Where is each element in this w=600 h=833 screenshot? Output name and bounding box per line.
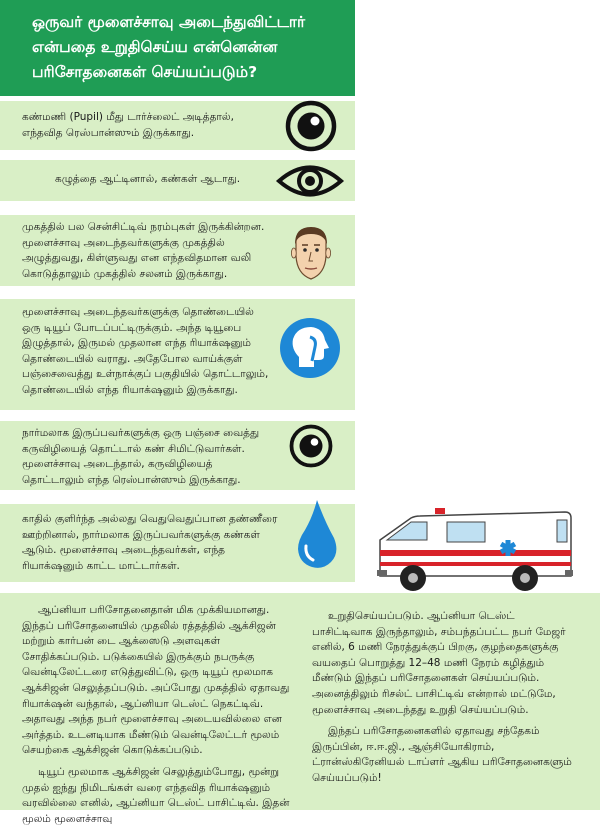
ambulance-icon [375,500,575,592]
apnea-left-column [22,603,292,833]
page-title: ஒருவர் மூளைச்சாவு அடைந்துவிட்டார் என்பதை உறுதிசெய்ய என்னென்ன பரிசோதனைகள் செய்யப்படும்? [32,13,306,81]
test-text: நார்மலாக இருப்பவர்களுக்கு ஒரு பஞ்சை வைத்து கருவிழியைத் தொட்டால் கண் சிமிட்டுவார்கள். மூளைச்சாவு அடைந்தால், கருவிழியைத் தொட்டாலும் எந்த ரெஸ்பான்ஸும் இருக்காது. [22,427,260,486]
test-text: முகத்தில் பல சென்சிட்டிவ் நரம்புகள் இருக்கின்றன. மூளைச்சாவு அடைந்தவர்களுக்கு முகத்தில் அழுத்துவது, கிள்ளுவது என எந்தவிதமான வலி கொடுத்தாலும் முகத்தில் சலனம் இருக்காது. [22,221,265,280]
apnea-section [0,593,600,825]
apnea-paragraph: ஆப்னியா பரிசோதனைதான் மிக முக்கியமானது. இந்தப் பரிசோதனையில் முதலில் ரத்தத்தில் ஆக்சிஜன் மற்றும் கார்பன் டை ஆக்ஸைடு அளவுகள் சோதிக்கப்படும். படுக்கையில் இருக்கும் நபருக்கு வென்டிலேட்டரை எடுத்துவிட்டு, ஒரு டியூப் மூலமாக ஆக்சிஜன் செலுத்தப்படும். அப்போது முகத்தில் ஏதாவது ரியாக்‌ஷன் வந்தால், ஆப்னியா டெஸ்ட் நெகட்டிவ். அதாவது அந்த நபர் மூளைச்சாவு அடையவில்லை என அர்த்தம். உடனடியாக மீண்டும் வென்டிலேட்டர் மூலம் செயற்கை ஆக்சிஜன் கொடுக்கப்படும். [22,604,290,757]
apnea-paragraph: இந்தப் பரிசோதனைகளில் ஏதாவது சந்தேகம் இருப்பின், ஈ.ஈ.ஜி., ஆஞ்சியோகிராம், ட்ரான்ஸ்கிரேனியல் டாப்ளர் ஆகிய பரிசோதனைகளும் செய்யப்படும்! [312,725,572,784]
eye-icon [275,160,345,202]
ambulance-label: AMBULANCE [446,550,484,557]
test-text: கழுத்தை ஆட்டினால், கண்கள் ஆடாது. [55,173,241,185]
apnea-right-column [312,609,574,793]
test-text: காதில் குளிர்ந்த அல்லது வெதுவெதுப்பான தண்ணீரை ஊற்றினால், நார்மலாக இருப்பவர்களுக்கு கண்கள் ஆடும். மூளைச்சாவு அடைந்தவர்கள், எந்த ரியாக்‌ஷனும் காட்ட மாட்டார்கள். [22,513,278,572]
test-text: கண்மணி (Pupil) மீது டார்ச்லைட் அடித்தால், எந்தவித ரெஸ்பான்ஸும் இருக்காது. [22,111,234,139]
title-banner [0,0,355,96]
eye-pupil-icon [284,99,338,153]
face-icon [291,226,331,282]
apnea-paragraph: உறுதிசெய்யப்படும். ஆப்னியா டெஸ்ட் பாசிட்டிவாக இருந்தாலும், சம்பந்தப்பட்ட நபர் மேஜர் எனில், 6 மணி நேரத்துக்குப் பிறகு, குழந்தைகளுக்கு வயதைப் பொறுத்து 12–48 மணி நேரம் கழித்தும் மீண்டும் இந்தப் பரிசோதனைகள் செய்யப்படும். அனைத்திலும் ரிசல்ட் பாசிட்டிவ் என்றால் மட்டுமே, மூளைச்சாவு அடைந்தது உறுதி செய்யப்படும். [312,610,566,716]
throat-icon [279,317,341,379]
water-drop-icon [295,498,339,570]
test-text: மூளைச்சாவு அடைந்தவர்களுக்கு தொண்டையில் ஒரு டியூப் போடப்பட்டிருக்கும். அந்த டியூபை இழுத்தால், இருமல் முதலான எந்த ரியாக்‌ஷனும் தொண்டையில் வராது. அதேபோல வாய்க்குள் பஞ்சைவைத்து உள்நாக்குப் பகுதியில் தொட்டாலும், தொண்டையில் எந்த ரியாக்‌ஷனும் இருக்காது. [22,306,269,396]
cornea-icon [288,423,334,469]
apnea-paragraph: டியூப் மூலமாக ஆக்சிஜன் செலுத்தும்போது, மூன்று முதல் ஐந்து நிமிடங்கள் வரை எந்தவித ரியாக்‌ஷனும் வரவில்லை எனில், ஆப்னியா டெஸ்ட் பாசிட்டிவ். இதன் மூலம் மூளைச்சாவு [22,765,290,825]
